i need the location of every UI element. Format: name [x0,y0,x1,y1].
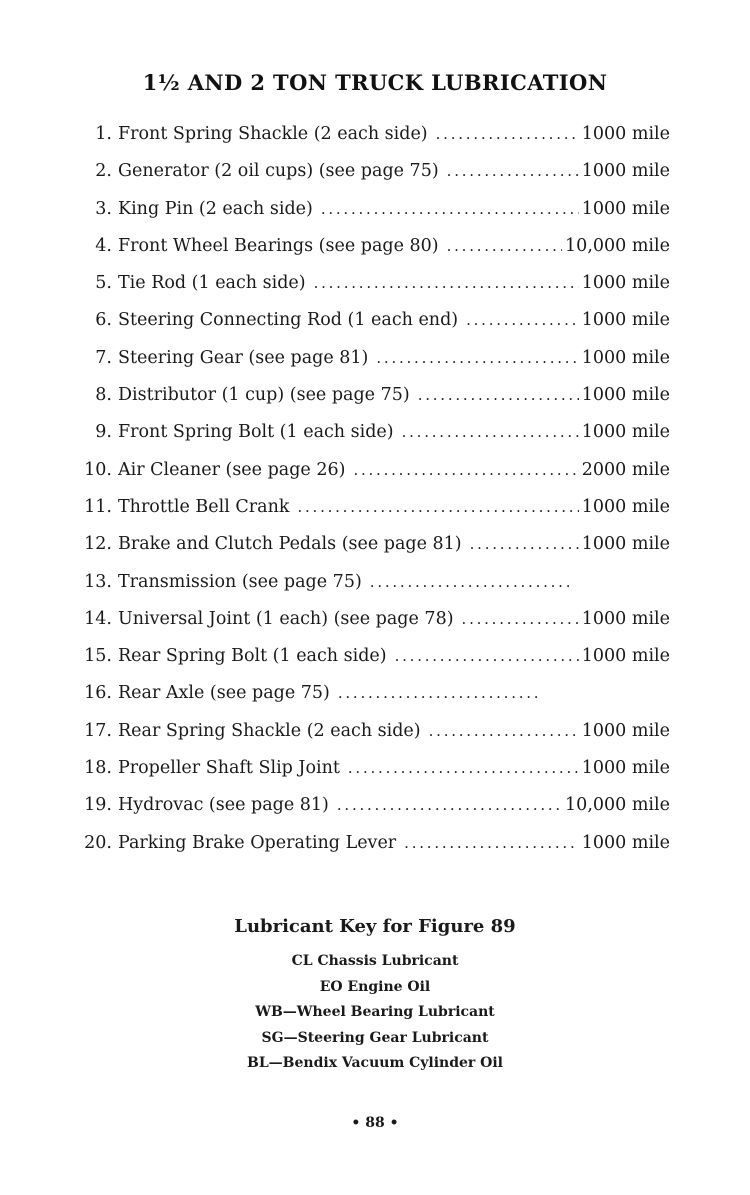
item-interval: 1000 mile [581,422,670,443]
list-item [74,675,670,712]
list-item [74,825,670,862]
item-number: 7. [95,347,112,368]
item-number: 15. [84,646,112,667]
item-label: Steering Connecting Rod (1 each end) [118,310,459,331]
item-interval: 1000 mile [581,758,670,779]
list-item [74,452,670,489]
dot-leader [418,377,579,414]
item-interval: 1000 mile [581,496,670,517]
item-label: Propeller Shaft Slip Joint [118,758,340,779]
dot-leader [348,750,579,787]
item-number: 10. [84,459,112,480]
item-interval: 1000 mile [581,720,670,741]
dot-leader [321,191,579,228]
list-item [74,191,670,228]
item-number: 18. [84,758,112,779]
key-item-sg: SG—Steering Gear Lubricant [261,1029,489,1046]
list-item [74,414,670,451]
item-label: Parking Brake Operating Lever [118,832,397,853]
item-label: Rear Spring Bolt (1 each side) [118,646,387,667]
item-number: 1. [95,124,112,144]
key-item-bl: BL—Bendix Vacuum Cylinder Oil [246,1055,503,1071]
item-number: 6. [95,310,112,331]
item-number: 14. [84,608,112,629]
dot-leader [337,787,562,824]
list-item [74,564,670,601]
item-label: Front Spring Bolt (1 each side) [118,422,394,443]
dot-leader [370,564,570,601]
list-item [74,377,670,414]
item-interval: 10,000 mile [565,235,670,256]
item-label: Tie Rod (1 each side) [118,273,306,294]
item-number: 2. [95,161,112,182]
list-item [74,265,670,302]
dot-leader [470,526,579,563]
item-interval: 1000 mile [581,273,670,294]
item-label: Hydrovac (see page 81) [118,795,329,816]
list-item [74,228,670,265]
item-interval: 1000 mile [581,124,670,144]
item-label: Universal Joint (1 each) (see page 78) [118,608,454,629]
dot-leader [402,414,579,451]
dot-leader [436,116,579,153]
key-item-cl: CL Chassis Lubricant [291,953,459,969]
dot-leader [447,153,579,190]
dot-leader [314,265,579,302]
item-interval: 1000 mile [581,198,670,219]
key-item-eo: EO Engine Oil [319,978,431,995]
item-interval: 1000 mile [581,608,670,629]
item-label: Air Cleaner (see page 26) [118,459,346,480]
dot-leader [447,228,562,265]
list-item [74,340,670,377]
dot-leader [338,675,538,712]
item-label: Throttle Bell Crank [118,496,290,517]
lubrication-list [74,116,670,862]
item-number: 9. [95,422,112,443]
item-interval: 2000 mile [581,459,670,480]
item-number: 8. [95,385,112,406]
list-item [74,787,670,824]
item-number: 20. [84,832,112,853]
item-label: Rear Axle (see page 75) [118,683,330,704]
item-interval: 1000 mile [581,385,670,406]
item-label: Front Wheel Bearings (see page 80) [118,235,439,256]
list-item [74,750,670,787]
list-item [74,302,670,339]
dot-leader [353,452,578,489]
dot-leader [404,825,579,862]
dot-leader [395,638,579,675]
item-number: 19. [84,795,112,816]
item-number: 11. [84,496,112,517]
item-label: Front Spring Shackle (2 each side) [118,124,428,144]
item-label: Brake and Clutch Pedals (see page 81) [118,534,462,555]
key-item-wb: WB—Wheel Bearing Lubricant [255,1004,495,1020]
item-interval: 1000 mile [581,161,670,182]
item-number: 12. [84,534,112,555]
item-label: Generator (2 oil cups) (see page 75) [118,161,439,182]
lubricant-key [0,916,750,1077]
list-item [74,638,670,675]
list-item [74,489,670,526]
list-item [74,116,670,153]
item-label: Steering Gear (see page 81) [118,347,369,368]
item-number: 16. [84,683,112,704]
item-interval: 1000 mile [581,832,670,853]
item-label: Rear Spring Shackle (2 each side) [118,720,421,741]
item-interval: 1000 mile [581,646,670,667]
dot-leader [466,302,579,339]
page-number: • 88 • [351,1115,399,1131]
page-title: 1½ AND 2 TON TRUCK LUBRICATION [142,70,608,95]
dot-leader [376,340,578,377]
list-item [74,601,670,638]
list-item [74,153,670,190]
item-interval: 1000 mile [581,347,670,368]
item-number: 5. [95,273,112,294]
item-interval: 10,000 mile [565,795,670,816]
dot-leader [462,601,579,638]
item-number: 3. [95,198,112,219]
dot-leader [297,489,578,526]
item-label: King Pin (2 each side) [118,198,313,219]
list-item [74,713,670,750]
item-label: Distributor (1 cup) (see page 75) [118,385,410,406]
item-interval: 1000 mile [581,310,670,331]
item-label: Transmission (see page 75) [118,571,362,592]
item-number: 4. [95,235,112,256]
item-interval: 1000 mile [581,534,670,555]
list-item [74,526,670,563]
lubricant-key-title: Lubricant Key for Figure 89 [234,916,516,937]
dot-leader [429,713,579,750]
item-number: 17. [84,720,112,741]
item-number: 13. [84,571,112,592]
